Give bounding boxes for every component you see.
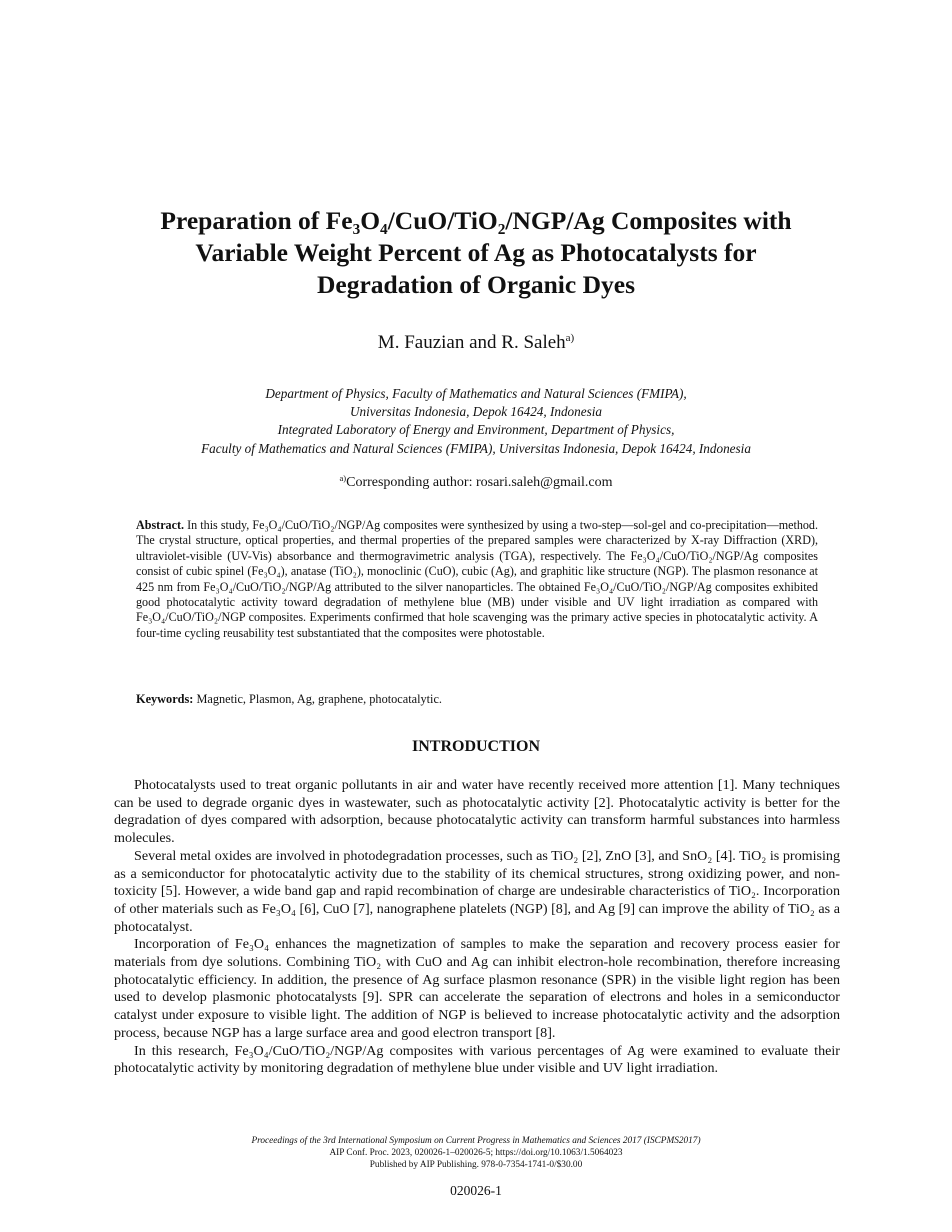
abstract-text: In this study, Fe₃O₄/CuO/TiO₂/NGP/Ag composites were synthesized by using a two-step—sol-gel and co-precipitation—method. The crystal structure, optical properties, and thermal properties of the prepared samples were characterized by X-ray Diffraction (XRD), ultraviolet-visible (UV-Vis) absorbance and thermogravimetric analysis (TGA), respectively. The Fe₃O₄/CuO/TiO₂/NGP/Ag composites consist of cubic spinel (Fe₃O₄), anatase (TiO₂), monoclinic (CuO), cubic (Ag), and graphitic like structure (NGP). The plasmon resonance at 425 nm from Fe₃O₄/CuO/TiO₂/NGP/Ag attributed to the silver nanoparticles. The obtained Fe₃O₄/CuO/TiO₂/NGP/Ag composites exhibited good photocatalytic activity toward degradation of methylene blue (MB) under visible and UV light irradiation as compared with Fe₃O₄/CuO/TiO₂/NGP composites. Experiments confirmed that hole scavenging was the primary active species in photocatalytic activity. A four-time cycling reusability test substantiated that the composites were photostable. [136, 518, 818, 640]
footer-line: Proceedings of the 3rd International Symposium on Current Progress in Mathematics and Sciences 2017 (ISCPMS2017) [251, 1136, 701, 1146]
affiliation-line: Department of Physics, Faculty of Mathematics and Natural Sciences (FMIPA), [265, 386, 687, 401]
keywords [136, 692, 818, 707]
section-heading: INTRODUCTION [411, 738, 540, 755]
affiliation-line: Universitas Indonesia, Depok 16424, Indonesia [350, 404, 602, 420]
footer-line: Published by AIP Publishing. 978-0-7354-1741-0/$30.00 [369, 1160, 583, 1171]
author-line [0, 332, 952, 354]
corresponding-mark: a) [339, 473, 347, 483]
footer-line: AIP Conf. Proc. 2023, 020026-1–020026-5; https://doi.org/10.1063/1.5064023 [329, 1148, 623, 1159]
title-line: Degradation of Organic Dyes [316, 270, 635, 299]
paragraph: Several metal oxides are involved in photodegradation processes, such as TiO₂ [2], ZnO [3], and SnO₂ [4]. TiO₂ is promising as a semiconductor for photocatalytic activity due to the stability of its chemical structures, strong oxidizing power, and non-toxicity [5]. However, a wide band gap and rapid recombination of charge are undesirable characteristics of TiO₂. Incorporation of other materials such as Fe₃O₄ [6], CuO [7], nanographene platelets (NGP) [8], and Ag [9] can improve the ability of TiO₂ as a photocatalyst. [114, 847, 840, 935]
authors: M. Fauzian and R. Saleh [377, 332, 566, 353]
paragraph: Incorporation of Fe₃O₄ enhances the magnetization of samples to make the separation and recovery process easier for materials from dye solutions. Combining TiO₂ with CuO and Ag can inhibit electron-hole recombination, therefore increasing photocatalytic efficiency. In addition, the presence of Ag surface plasmon resonance (SPR) in the visible light region has been used to develop plasmonic photocatalysts [9]. SPR can accelerate the separation of electrons and holes in a semiconductor catalyst under exposure to visible light. The addition of NGP is believed to increase photocatalytic activity and the adsorption process, because NGP has a large surface area and good electron transport [8]. [114, 936, 840, 1041]
abstract [136, 518, 818, 641]
keywords-text: Magnetic, Plasmon, Ag, graphene, photocatalytic. [196, 692, 443, 706]
affiliation-line: Faculty of Mathematics and Natural Sciences (FMIPA), Universitas Indonesia, Depok 16424, Indonesia [201, 440, 751, 456]
affiliation-line: Integrated Laboratory of Energy and Environment, Department of Physics, [277, 422, 675, 438]
paragraph: In this research, Fe₃O₄/CuO/TiO₂/NGP/Ag composites with various percentages of Ag were examined to evaluate their photocatalytic activity by monitoring degradation of methylene blue under visible and UV light irradiation. [114, 1042, 840, 1077]
affiliations [0, 385, 952, 458]
corresponding-author [0, 473, 952, 491]
title-line: Preparation of Fe₃O₄/CuO/TiO₂/NGP/Ag Composites with [160, 206, 792, 235]
paragraph: Photocatalysts used to treat organic pollutants in air and water have recently received more attention [1]. Many techniques can be used to degrade organic dyes in wastewater, such as photocatalytic activity [2]. Photocatalytic activity is better for the degradation of dyes compared with adsorption, because photocatalytic activity can transform harmful substances into harmless molecules. [114, 777, 840, 847]
publication-footer [0, 1135, 952, 1172]
corresponding-text: Corresponding author: rosari.saleh@gmail.com [346, 475, 613, 490]
title-line: Variable Weight Percent of Ag as Photocatalysts for [195, 238, 757, 267]
page-number: 020026-1 [450, 1183, 502, 1198]
paper-title [60, 205, 892, 301]
keywords-label: Keywords: [136, 692, 194, 706]
author-footnote-mark: a) [565, 332, 575, 344]
introduction-body [114, 777, 840, 1078]
abstract-label: Abstract. [136, 518, 185, 532]
